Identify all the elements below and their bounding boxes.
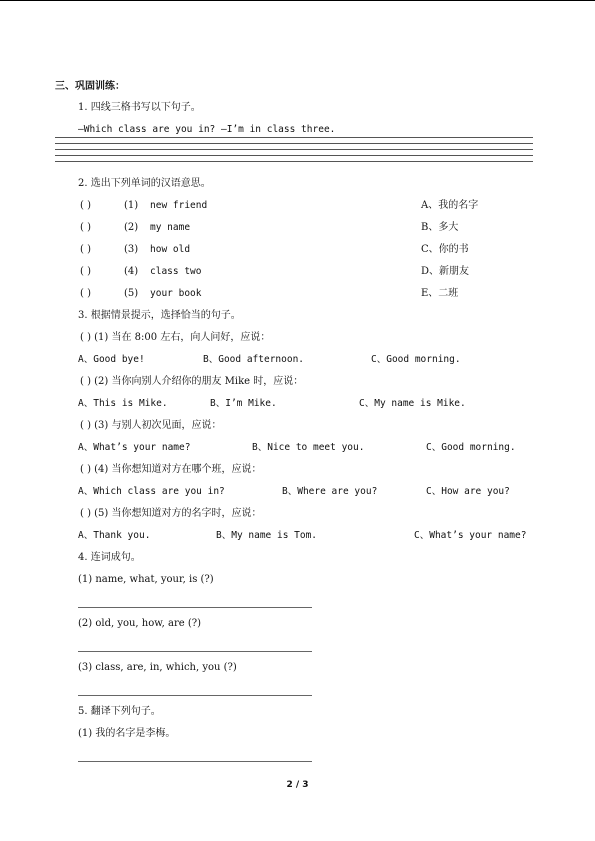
answer-line[interactable]: [78, 695, 312, 696]
page-number: 2 / 3: [286, 780, 309, 790]
q3-option-b: B、Nice to meet you.: [252, 442, 365, 453]
answer-line[interactable]: [78, 651, 312, 652]
q5-item: (1) 我的名字是李梅。: [78, 728, 176, 739]
q3-prompt[interactable]: ( ) (4) 当你想知道对方在哪个班，应说：: [80, 464, 262, 475]
q3-title: 3. 根据情景提示，选择恰当的句子。: [78, 310, 241, 321]
q3-prompt[interactable]: ( ) (5) 当你想知道对方的名字时，应说：: [80, 508, 262, 519]
q3-option-c: C、Good morning.: [426, 442, 516, 453]
q2-bracket[interactable]: ( ): [80, 266, 91, 277]
q3-option-b: B、Where are you?: [282, 486, 378, 497]
q1-sentence: —Which class are you in? —I’m in class three.: [78, 124, 336, 135]
header-rule: [0, 0, 595, 1]
q2-bracket[interactable]: ( ): [80, 244, 91, 255]
q4-item: (3) class, are, in, which, you (?): [78, 662, 237, 673]
q3-option-a: A、This is Mike.: [78, 398, 168, 409]
q2-option: B、多大: [421, 222, 459, 233]
q3-option-a: A、Which class are you in?: [78, 486, 225, 497]
q2-word: your book: [150, 288, 202, 299]
q2-num: (3): [124, 244, 139, 255]
q1-title: 1. 四线三格书写以下句子。: [78, 102, 201, 113]
answer-line[interactable]: [78, 761, 312, 762]
q2-word: class two: [150, 266, 202, 277]
q2-word: how old: [150, 244, 191, 255]
q3-prompt[interactable]: ( ) (3) 与别人初次见面，应说：: [80, 420, 222, 431]
q2-option: A、我的名字: [421, 200, 479, 211]
q3-option-b: B、I’m Mike.: [210, 398, 277, 409]
q3-option-b: B、My name is Tom.: [216, 530, 318, 541]
q2-word: new friend: [150, 200, 208, 211]
section-title: 三、巩固训练：: [55, 81, 125, 92]
q2-num: (4): [124, 266, 139, 277]
q4-item: (1) name, what, your, is (?): [78, 574, 214, 585]
q2-word: my name: [150, 222, 191, 233]
q2-num: (1): [124, 200, 139, 211]
q2-option: C、你的书: [421, 244, 469, 255]
q3-option-a: A、Good bye!: [78, 354, 145, 365]
q5-title: 5. 翻译下列句子。: [78, 706, 161, 717]
q3-option-c: C、What’s your name?: [414, 530, 527, 541]
q2-title: 2. 选出下列单词的汉语意思。: [78, 178, 211, 189]
q3-option-c: C、My name is Mike.: [359, 398, 466, 409]
q3-option-a: A、What’s your name?: [78, 442, 191, 453]
q4-item: (2) old, you, how, are (?): [78, 618, 201, 629]
q4-title: 4. 连词成句。: [78, 552, 141, 563]
q3-option-b: B、Good afternoon.: [203, 354, 305, 365]
q2-bracket[interactable]: ( ): [80, 222, 91, 233]
q2-num: (2): [124, 222, 139, 233]
q3-option-c: C、Good morning.: [371, 354, 461, 365]
q3-option-a: A、Thank you.: [78, 530, 151, 541]
q2-bracket[interactable]: ( ): [80, 288, 91, 299]
q2-num: (5): [124, 288, 139, 299]
q3-prompt[interactable]: ( ) (2) 当你向别人介绍你的朋友 Mike 时，应说：: [80, 376, 304, 387]
answer-line[interactable]: [78, 607, 312, 608]
q2-bracket[interactable]: ( ): [80, 200, 91, 211]
q2-option: E、二班: [421, 288, 459, 299]
four-line-grid: [55, 137, 533, 163]
q3-option-c: C、How are you?: [426, 486, 510, 497]
q2-option: D、新朋友: [421, 266, 470, 277]
q3-prompt[interactable]: ( ) (1) 当在 8:00 左右，向人问好，应说：: [80, 332, 271, 343]
